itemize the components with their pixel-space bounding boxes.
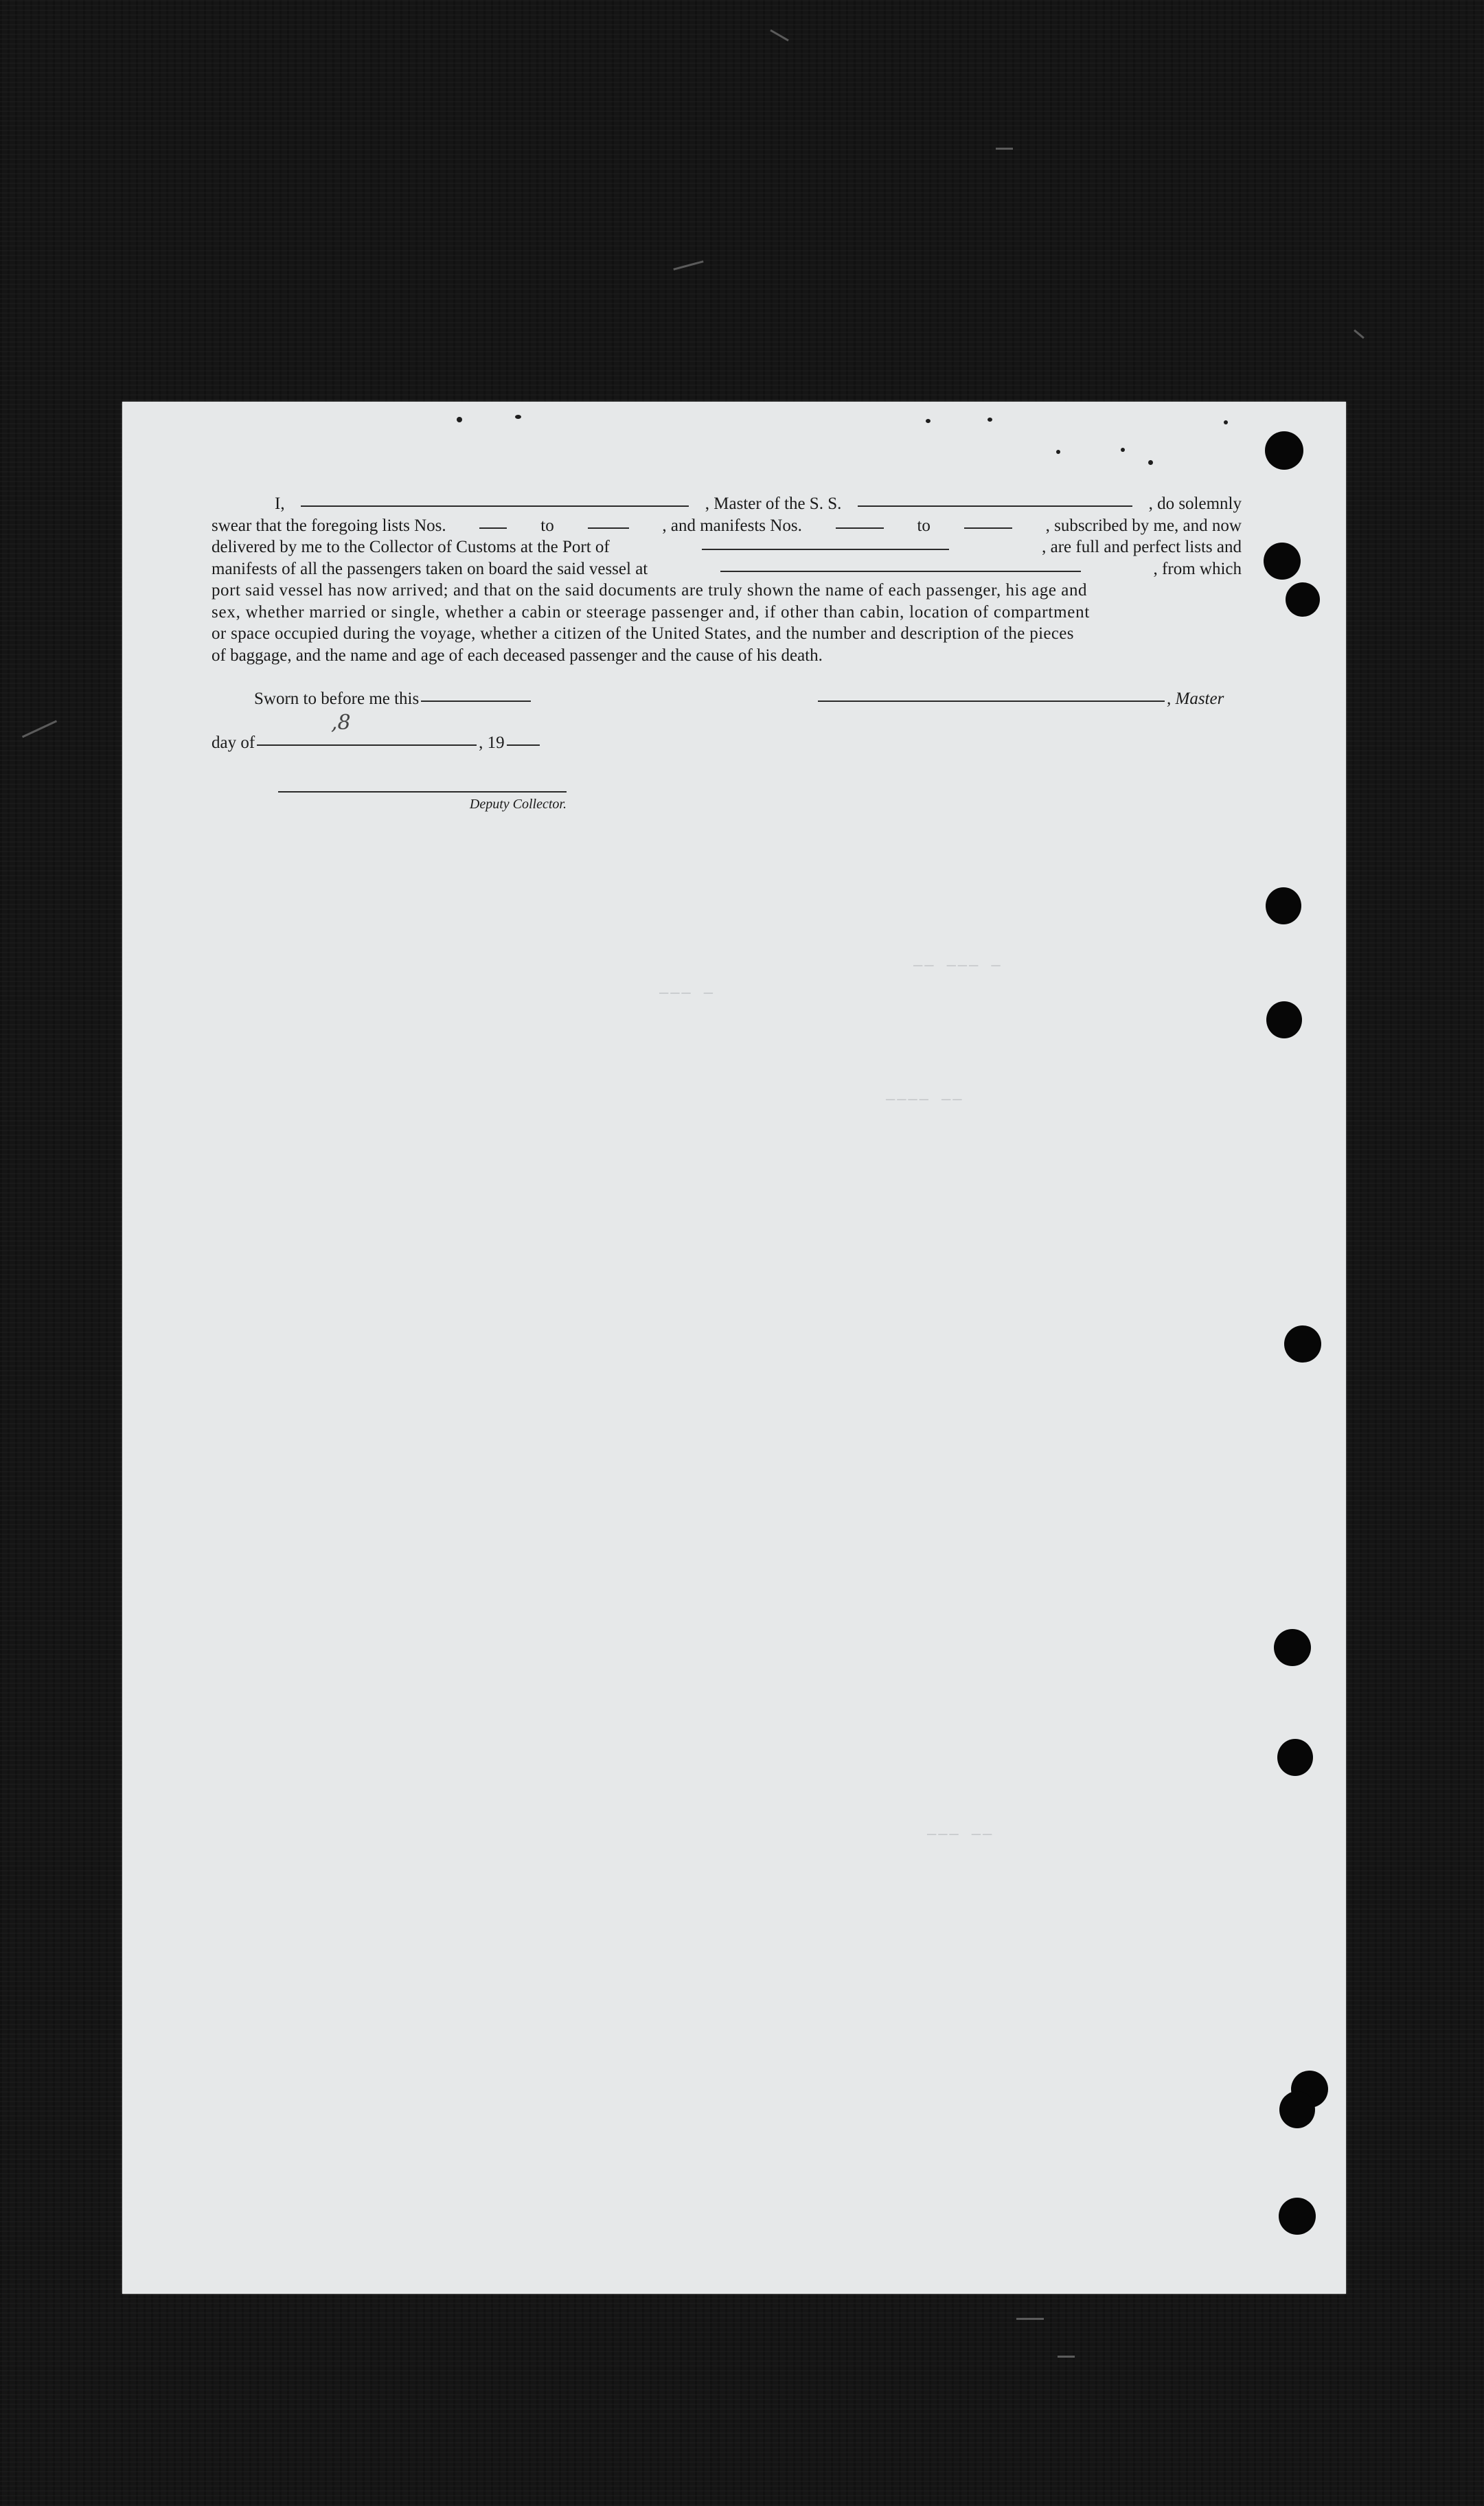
manifests-from-blank — [836, 527, 884, 529]
binder-hole — [1286, 582, 1320, 617]
film-scratch — [1058, 2356, 1075, 2358]
binder-hole — [1279, 2091, 1315, 2128]
oath-text: delivered by me to the Collector of Customs at the Port of — [212, 538, 610, 556]
oath-text: , do solemnly — [1148, 494, 1242, 513]
paper-mark — [1224, 420, 1228, 424]
oath-text: , from which — [1153, 559, 1242, 578]
paper-mark — [457, 417, 462, 422]
binder-hole — [1284, 1325, 1321, 1363]
sworn-day-blank — [421, 700, 531, 702]
binder-hole — [1279, 2198, 1316, 2235]
oath-text: I, — [275, 494, 285, 513]
bleed-through-marks: ── ─── ─ — [913, 958, 1003, 975]
bleed-through-marks: ──── ── — [886, 1092, 964, 1109]
lists-from-blank — [479, 527, 507, 529]
oath-text: to — [917, 516, 931, 535]
oath-text: of baggage, and the name and age of each deceased passenger and the cause of his death. — [212, 646, 823, 665]
oath-text: , are full and perfect lists and — [1042, 538, 1242, 556]
paper-mark — [1121, 448, 1125, 452]
oath-text: , subscribed by me, and now — [1045, 516, 1242, 535]
oath-line-6 — [212, 602, 1242, 624]
year-label: , 19 — [479, 733, 505, 752]
month-blank — [257, 744, 477, 746]
master-oath-paragraph — [212, 493, 1242, 666]
paper-mark — [1148, 460, 1153, 465]
oath-line-5 — [212, 580, 1242, 602]
oath-line-2 — [212, 515, 1242, 537]
paper-mark — [926, 419, 931, 423]
manifests-to-blank — [964, 527, 1012, 529]
oath-text: , and manifests Nos. — [662, 516, 802, 535]
film-scratch — [1016, 2318, 1044, 2320]
sworn-before-line — [254, 690, 533, 709]
oath-line-4 — [212, 558, 1242, 580]
oath-text: or space occupied during the voyage, whether a citizen of the United States, and the number and description of the pieces — [212, 624, 1074, 643]
binder-hole — [1265, 431, 1303, 470]
deputy-collector-signature — [278, 791, 567, 812]
oath-text: sex, whether married or single, whether a cabin or steerage passenger and, if other than cabin, location of compartment — [212, 602, 1091, 622]
oath-line-8 — [212, 645, 1242, 667]
binder-hole — [1266, 1001, 1302, 1038]
binder-hole — [1266, 887, 1301, 924]
oath-text: manifests of all the passengers taken on board the said vessel at — [212, 559, 648, 578]
master-name-blank — [301, 505, 689, 507]
port-of-arrival-blank — [702, 549, 949, 550]
oath-line-1 — [212, 493, 1242, 515]
port-of-departure-blank — [720, 571, 1081, 572]
ship-name-blank — [858, 505, 1132, 507]
oath-text: port said vessel has now arrived; and that on the said documents are truly shown the name of each passenger, his age and — [212, 581, 1088, 600]
deputy-collector-label: Deputy Collector. — [469, 797, 567, 812]
binder-hole — [1264, 543, 1301, 580]
bleed-through-marks: ─── ── — [927, 1827, 994, 1844]
day-of-label: day of — [212, 733, 255, 752]
master-signature-blank — [818, 700, 1165, 702]
bleed-through-marks: ─── ─ — [659, 986, 716, 1003]
year-blank — [507, 744, 540, 746]
sworn-label: Sworn to before me this — [254, 690, 420, 708]
paper-mark — [515, 415, 521, 419]
paper-mark — [988, 418, 992, 422]
lists-to-blank — [588, 527, 629, 529]
day-of-line — [212, 733, 542, 753]
film-scratch — [996, 148, 1013, 150]
document-sheet — [122, 402, 1346, 2294]
oath-text: , Master of the S. S. — [705, 494, 842, 513]
paper-mark — [1056, 450, 1060, 454]
master-label: , Master — [1167, 690, 1224, 708]
handwritten-mark: ,8 — [331, 711, 351, 735]
oath-line-7 — [212, 623, 1242, 645]
oath-text: to — [540, 516, 554, 535]
oath-text: swear that the foregoing lists Nos. — [212, 516, 446, 535]
oath-line-3 — [212, 536, 1242, 558]
binder-hole — [1277, 1739, 1313, 1776]
binder-hole — [1274, 1629, 1311, 1666]
master-signature-line — [816, 690, 1224, 709]
